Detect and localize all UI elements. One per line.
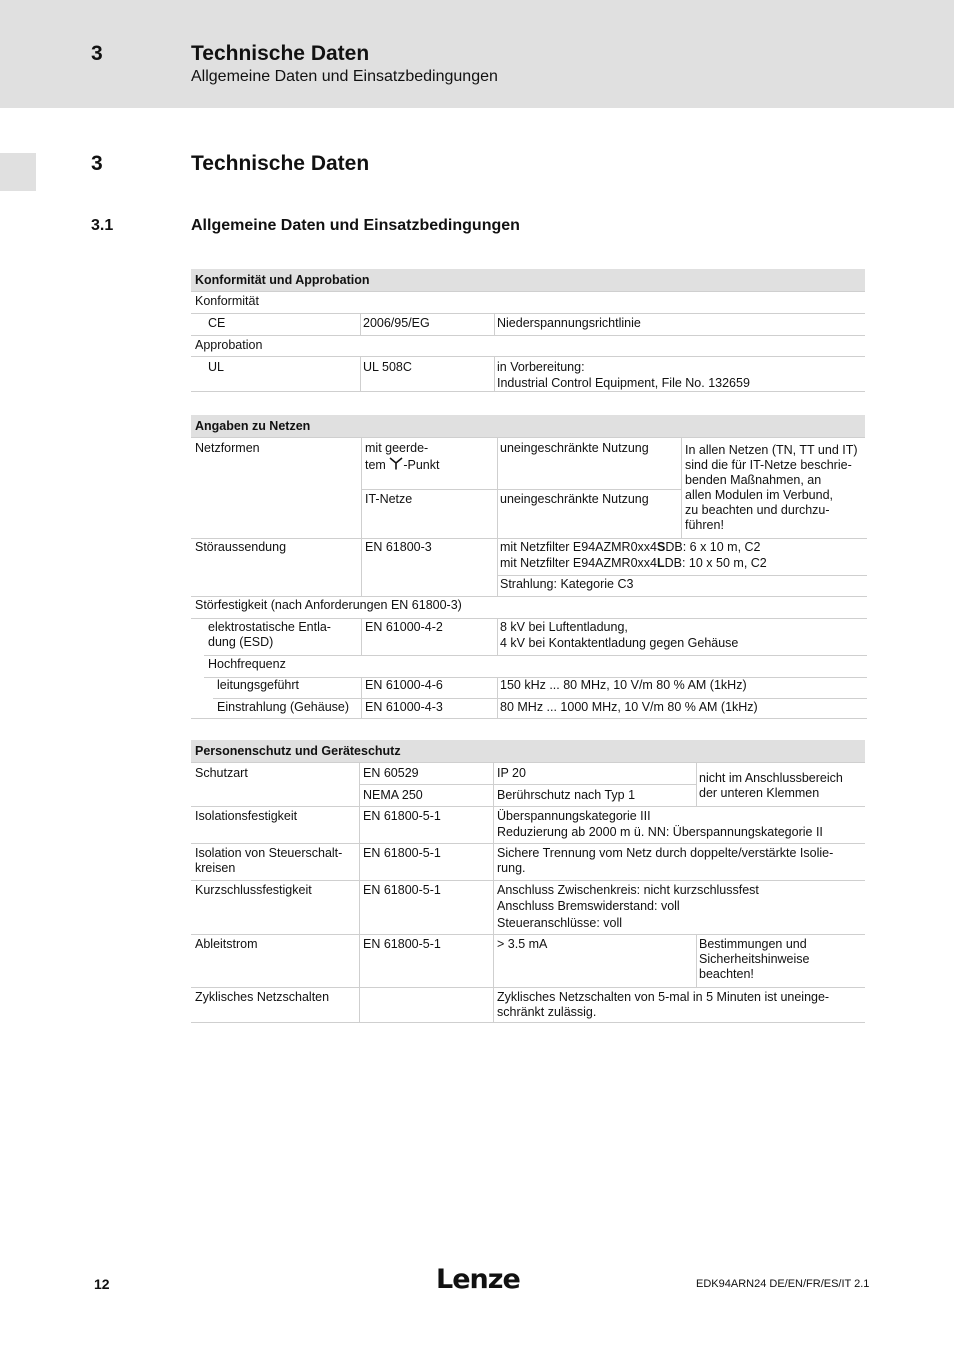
- row-label: Netzformen: [195, 441, 260, 455]
- star-point-icon: [389, 457, 403, 470]
- table-header: Personenschutz und Geräteschutz: [191, 740, 865, 762]
- norm-value: EN 61800-5-1: [363, 809, 441, 823]
- row-label: leitungsgeführt: [217, 678, 300, 692]
- page-header-band: [0, 0, 954, 108]
- row-label: Schutzart: [195, 766, 248, 780]
- table-header: Angaben zu Netzen: [191, 415, 865, 437]
- note-text: allen Modulen im Verbund,: [685, 488, 834, 502]
- desc-value: Niederspannungsrichtlinie: [497, 316, 641, 330]
- hf-value: 150 kHz ... 80 MHz, 10 V/m 80 % AM (1kHz): [500, 678, 747, 692]
- filter-value: mit Netzfilter E94AZMR0xx4SDB: 6 x 10 m, C2: [500, 540, 761, 554]
- note-text: In allen Netzen (TN, TT und IT): [685, 443, 858, 457]
- section-title: Technische Daten: [191, 152, 370, 175]
- subsection-title: Allgemeine Daten und Einsatzbedingungen: [191, 217, 520, 234]
- row-label: elektrostatische Entla-: [208, 620, 331, 634]
- header-chapter-title: Technische Daten: [191, 42, 370, 65]
- usage-value: uneingeschränkte Nutzung: [500, 441, 649, 455]
- row-label: kreisen: [195, 861, 236, 875]
- ks-value: Anschluss Zwischenkreis: nicht kurzschlussfest: [497, 883, 759, 897]
- iso-value: Überspannungskategorie III: [497, 809, 651, 823]
- zn-value: schränkt zulässig.: [497, 1005, 597, 1019]
- isosk-value: Sichere Trennung vom Netz durch doppelte/verstärkte Isolie-: [497, 846, 834, 860]
- table-schutz: [191, 740, 865, 1026]
- note-text: sind die für IT-Netze beschrie-: [685, 458, 852, 472]
- page-number: 12: [94, 1276, 110, 1292]
- row-label: Hochfrequenz: [208, 657, 286, 671]
- norm-value: EN 61000-4-2: [365, 620, 443, 634]
- note-text: beachten!: [699, 967, 754, 981]
- desc-value: in Vorbereitung:: [497, 360, 585, 374]
- ks-value: Anschluss Bremswiderstand: voll: [497, 899, 680, 913]
- row-label: CE: [208, 316, 226, 330]
- section-number: 3: [91, 152, 103, 175]
- row-label: dung (ESD): [208, 635, 274, 649]
- norm-value: EN 61000-4-3: [365, 700, 443, 714]
- norm-value: EN 60529: [363, 766, 419, 780]
- isosk-value: rung.: [497, 861, 526, 875]
- ks-value: Steueranschlüsse: voll: [497, 916, 623, 930]
- note-text: führen!: [685, 518, 724, 532]
- table-netze: [191, 415, 865, 720]
- esd-value: 4 kV bei Kontaktentladung gegen Gehäuse: [500, 636, 739, 650]
- note-text: der unteren Klemmen: [699, 786, 820, 800]
- norm-value: EN 61800-5-1: [363, 846, 441, 860]
- protection-value: Berührschutz nach Typ 1: [497, 788, 636, 802]
- header-subtitle: Allgemeine Daten und Einsatzbedingungen: [191, 68, 498, 85]
- norm-value: EN 61800-5-1: [363, 883, 441, 897]
- note-text: Bestimmungen und: [699, 937, 807, 951]
- note-text: Sicherheitshinweise: [699, 952, 810, 966]
- table-header: Konformität und Approbation: [191, 269, 865, 291]
- row-label: Isolationsfestigkeit: [195, 809, 298, 823]
- chapter-side-tab: [0, 153, 36, 191]
- row-label: Ableitstrom: [195, 937, 258, 951]
- radiation-value: Strahlung: Kategorie C3: [500, 577, 634, 591]
- table-konformitaet: [191, 269, 865, 393]
- netz-type: IT-Netze: [365, 492, 413, 506]
- desc-value: Industrial Control Equipment, File No. 132659: [497, 376, 750, 390]
- protection-value: IP 20: [497, 766, 526, 780]
- note-text: nicht im Anschlussbereich: [699, 771, 843, 785]
- row-label: Kurzschlussfestigkeit: [195, 883, 312, 897]
- row-label: UL: [208, 360, 224, 374]
- hf-value: 80 MHz ... 1000 MHz, 10 V/m 80 % AM (1kHz): [500, 700, 758, 714]
- row-label: Störfestigkeit (nach Anforderungen EN 61800-3): [195, 598, 462, 612]
- norm-value: EN 61000-4-6: [365, 678, 443, 692]
- norm-value: EN 61800-5-1: [363, 937, 441, 951]
- usage-value: uneingeschränkte Nutzung: [500, 492, 649, 506]
- subsection-number: 3.1: [91, 217, 114, 234]
- norm-value: NEMA 250: [363, 788, 423, 802]
- lenze-logo: Lenze: [436, 1264, 520, 1295]
- row-label: Einstrahlung (Gehäuse): [217, 700, 350, 714]
- row-label: Konformität: [195, 294, 259, 308]
- row-label: Zyklisches Netzschalten: [195, 990, 330, 1004]
- norm-value: 2006/95/EG: [363, 316, 430, 330]
- row-label: Störaussendung: [195, 540, 287, 554]
- row-label: Isolation von Steuerschalt-: [195, 846, 343, 860]
- document-id: EDK94ARN24 DE/EN/FR/ES/IT 2.1: [696, 1278, 870, 1290]
- as-value: > 3.5 mA: [497, 937, 548, 951]
- row-label: Approbation: [195, 338, 263, 352]
- esd-value: 8 kV bei Luftentladung,: [500, 620, 628, 634]
- filter-value: mit Netzfilter E94AZMR0xx4LDB: 10 x 50 m, C2: [500, 556, 767, 570]
- header-chapter-number: 3: [91, 42, 103, 65]
- netz-type: mit geerde-: [365, 441, 429, 455]
- note-text: benden Maßnahmen, an: [685, 473, 822, 487]
- zn-value: Zyklisches Netzschalten von 5-mal in 5 Minuten ist uneinge-: [497, 990, 830, 1004]
- iso-value: Reduzierung ab 2000 m ü. NN: Überspannungskategorie II: [497, 825, 823, 839]
- norm-value: UL 508C: [363, 360, 412, 374]
- note-text: zu beachten und durchzu-: [685, 503, 830, 517]
- netz-type: tem -Punkt: [365, 458, 440, 472]
- norm-value: EN 61800-3: [365, 540, 432, 554]
